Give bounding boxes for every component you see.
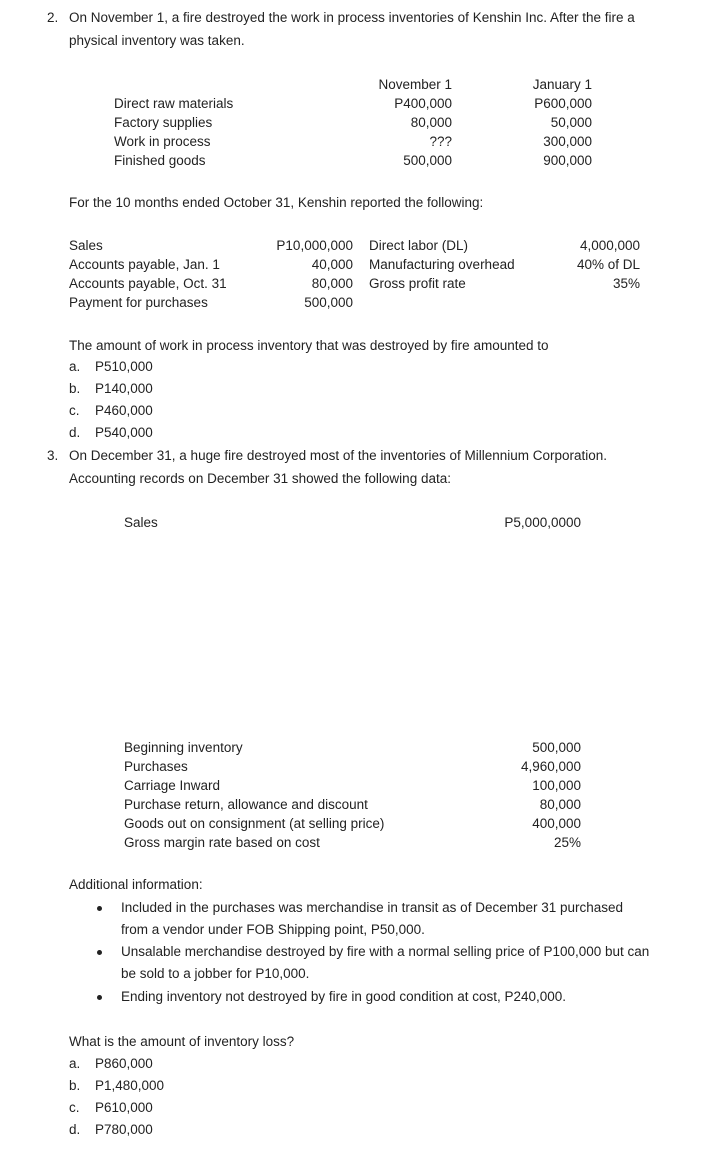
table-cell-nov: P400,000 [394, 96, 452, 111]
table-row-label: Finished goods [114, 153, 206, 168]
q3-question: What is the amount of inventory loss? [69, 1034, 295, 1049]
right-item-value: 40% of DL [576, 257, 640, 272]
item-label: Beginning inventory [124, 740, 243, 755]
choice-text: P140,000 [95, 381, 153, 396]
bullet-dot [97, 950, 102, 955]
right-item-value: 4,000,000 [579, 238, 640, 253]
table-row-label: Factory supplies [114, 115, 213, 130]
table-cell-jan: 50,000 [550, 115, 592, 130]
table-row-label: Work in process [114, 134, 211, 149]
table-cell-nov: 500,000 [403, 153, 452, 168]
item-value: 100,000 [532, 778, 581, 793]
q2-intro-line2: physical inventory was taken. [69, 33, 245, 48]
choice-letter: c. [69, 1100, 80, 1115]
left-item-label: Accounts payable, Oct. 31 [69, 276, 227, 291]
item-label: Goods out on consignment (at selling price) [124, 816, 385, 831]
table-cell-nov: ??? [429, 134, 452, 149]
q3-number: 3. [47, 448, 59, 463]
item-value: 4,960,000 [520, 759, 581, 774]
choice-letter: c. [69, 403, 80, 418]
item-label: Purchases [124, 759, 188, 774]
bullet-line: Included in the purchases was merchandise in transit as of December 31 purchased [121, 900, 624, 915]
choice-text: P1,480,000 [95, 1078, 165, 1093]
bullet-dot [97, 995, 102, 1000]
left-item-value: 40,000 [311, 257, 353, 272]
q2-question: The amount of work in process inventory that was destroyed by fire amounted to [69, 338, 549, 353]
right-item-label: Gross profit rate [369, 276, 466, 291]
table-cell-jan: 900,000 [543, 153, 592, 168]
choice-letter: d. [69, 1122, 81, 1137]
choice-text: P860,000 [95, 1056, 153, 1071]
q2-intro-line1: On November 1, a fire destroyed the work in process inventories of Kenshin Inc. After the fire a [69, 10, 635, 25]
choice-letter: b. [69, 1078, 81, 1093]
q2-number: 2. [47, 10, 59, 25]
bullet-line: Unsalable merchandise destroyed by fire with a normal selling price of P100,000 but can [121, 944, 650, 959]
choice-letter: a. [69, 1056, 81, 1071]
table-cell-jan: 300,000 [543, 134, 592, 149]
q3-intro-line1: On December 31, a huge fire destroyed most of the inventories of Millennium Corporation. [69, 448, 608, 463]
item-value: 25% [553, 835, 581, 850]
bullet-line: Ending inventory not destroyed by fire in good condition at cost, P240,000. [121, 989, 567, 1004]
choice-letter: d. [69, 425, 81, 440]
bullet-line: be sold to a jobber for P10,000. [121, 966, 310, 981]
left-item-value: 80,000 [311, 276, 353, 291]
choice-letter: b. [69, 381, 81, 396]
q3-sales-label: Sales [124, 515, 158, 530]
left-item-label: Payment for purchases [69, 295, 208, 310]
left-item-label: Accounts payable, Jan. 1 [69, 257, 220, 272]
table-cell-jan: P600,000 [534, 96, 592, 111]
item-label: Gross margin rate based on cost [124, 835, 320, 850]
item-label: Carriage Inward [124, 778, 221, 793]
right-item-label: Direct labor (DL) [369, 238, 469, 253]
choice-text: P510,000 [95, 359, 153, 374]
item-label: Purchase return, allowance and discount [124, 797, 368, 812]
choice-text: P610,000 [95, 1100, 153, 1115]
right-item-label: Manufacturing overhead [369, 257, 515, 272]
item-value: 400,000 [532, 816, 581, 831]
right-item-value: 35% [612, 276, 640, 291]
choice-text: P460,000 [95, 403, 153, 418]
table-cell-nov: 80,000 [410, 115, 452, 130]
left-item-value: P10,000,000 [276, 238, 353, 253]
left-item-value: 500,000 [304, 295, 353, 310]
q3-intro-line2: Accounting records on December 31 showed the following data: [69, 471, 451, 486]
col-header-january: January 1 [532, 77, 592, 92]
table-row-label: Direct raw materials [114, 96, 234, 111]
choice-letter: a. [69, 359, 81, 374]
choice-text: P540,000 [95, 425, 153, 440]
q3-sales-value: P5,000,0000 [504, 515, 581, 530]
left-item-label: Sales [69, 238, 103, 253]
item-value: 500,000 [532, 740, 581, 755]
item-value: 80,000 [539, 797, 581, 812]
q2-reported-line: For the 10 months ended October 31, Kenshin reported the following: [69, 195, 484, 210]
q3-additional-header: Additional information: [69, 877, 203, 892]
col-header-november: November 1 [378, 77, 452, 92]
bullet-dot [97, 906, 102, 911]
bullet-line: from a vendor under FOB Shipping point, P50,000. [121, 922, 425, 937]
choice-text: P780,000 [95, 1122, 153, 1137]
